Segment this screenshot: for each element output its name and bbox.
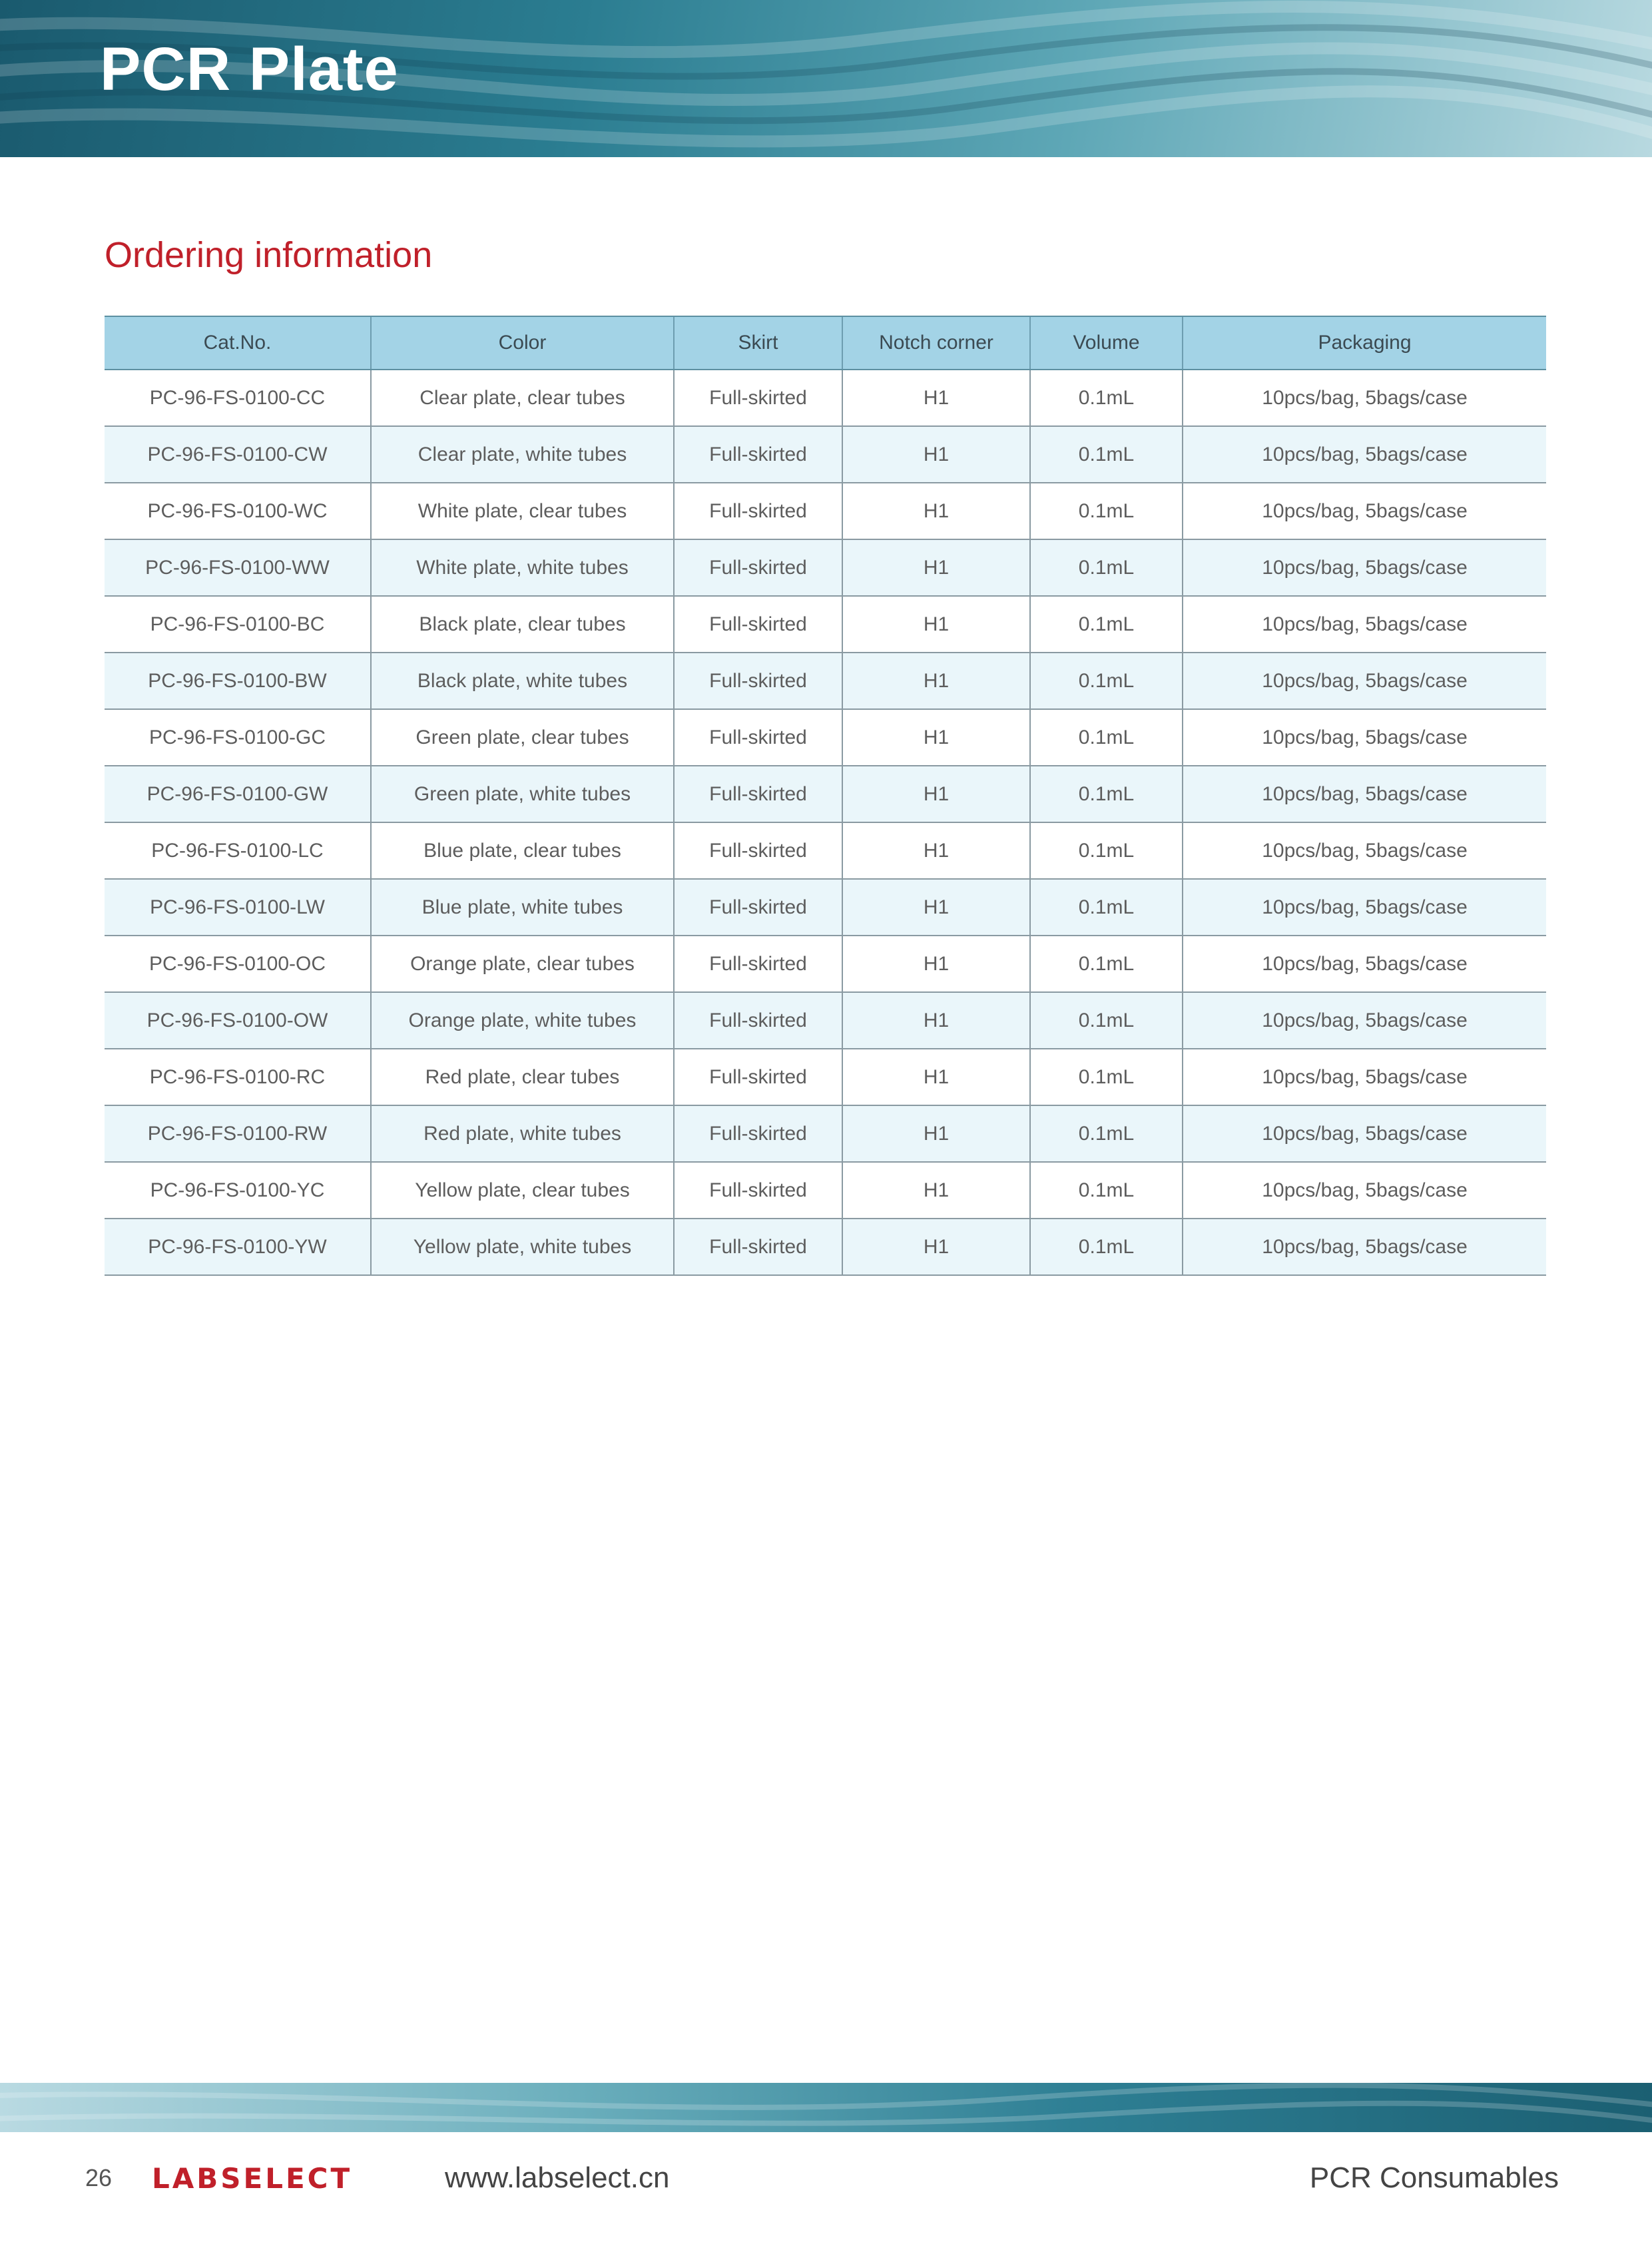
skirt-cell: Full-skirted — [674, 879, 842, 936]
notch-corner-cell: H1 — [842, 766, 1030, 822]
color-cell: Orange plate, clear tubes — [371, 936, 674, 992]
packaging-cell: 10pcs/bag, 5bags/case — [1183, 483, 1546, 539]
page-title: PCR Plate — [100, 35, 399, 103]
packaging-cell: 10pcs/bag, 5bags/case — [1183, 1105, 1546, 1162]
skirt-cell: Full-skirted — [674, 653, 842, 709]
skirt-cell: Full-skirted — [674, 539, 842, 596]
notch-corner-cell: H1 — [842, 596, 1030, 653]
skirt-cell: Full-skirted — [674, 822, 842, 879]
column-header-color: Color — [371, 316, 674, 370]
notch-corner-cell: H1 — [842, 653, 1030, 709]
notch-corner-cell: H1 — [842, 1049, 1030, 1105]
cat-no-cell: PC-96-FS-0100-YC — [105, 1162, 371, 1219]
table-row — [105, 370, 1546, 426]
notch-corner-cell: H1 — [842, 1219, 1030, 1275]
packaging-cell: 10pcs/bag, 5bags/case — [1183, 936, 1546, 992]
section-title: Ordering information — [105, 235, 433, 275]
footer-section-name: PCR Consumables — [1309, 2161, 1559, 2194]
color-cell: Blue plate, white tubes — [371, 879, 674, 936]
notch-corner-cell: H1 — [842, 709, 1030, 766]
page-number: 26 — [85, 2164, 113, 2191]
color-cell: White plate, clear tubes — [371, 483, 674, 539]
volume-cell: 0.1mL — [1030, 936, 1183, 992]
cat-no-cell: PC-96-FS-0100-OC — [105, 936, 371, 992]
skirt-cell: Full-skirted — [674, 936, 842, 992]
table-row — [105, 936, 1546, 992]
column-header-skirt: Skirt — [674, 316, 842, 370]
skirt-cell: Full-skirted — [674, 709, 842, 766]
cat-no-cell: PC-96-FS-0100-GW — [105, 766, 371, 822]
volume-cell: 0.1mL — [1030, 596, 1183, 653]
cat-no-cell: PC-96-FS-0100-BC — [105, 596, 371, 653]
cat-no-cell: PC-96-FS-0100-WW — [105, 539, 371, 596]
table-row — [105, 879, 1546, 936]
packaging-cell: 10pcs/bag, 5bags/case — [1183, 539, 1546, 596]
skirt-cell: Full-skirted — [674, 992, 842, 1049]
packaging-cell: 10pcs/bag, 5bags/case — [1183, 992, 1546, 1049]
notch-corner-cell: H1 — [842, 936, 1030, 992]
notch-corner-cell: H1 — [842, 539, 1030, 596]
labselect-logo — [152, 2161, 392, 2195]
color-cell: Red plate, clear tubes — [371, 1049, 674, 1105]
cat-no-cell: PC-96-FS-0100-OW — [105, 992, 371, 1049]
volume-cell: 0.1mL — [1030, 766, 1183, 822]
notch-corner-cell: H1 — [842, 879, 1030, 936]
column-header-volume: Volume — [1030, 316, 1183, 370]
table-row — [105, 483, 1546, 539]
notch-corner-cell: H1 — [842, 426, 1030, 483]
color-cell: Green plate, clear tubes — [371, 709, 674, 766]
svg-text:LABSELECT: LABSELECT — [152, 2162, 353, 2195]
skirt-cell: Full-skirted — [674, 370, 842, 426]
packaging-cell: 10pcs/bag, 5bags/case — [1183, 709, 1546, 766]
packaging-cell: 10pcs/bag, 5bags/case — [1183, 766, 1546, 822]
packaging-cell: 10pcs/bag, 5bags/case — [1183, 822, 1546, 879]
color-cell: Yellow plate, white tubes — [371, 1219, 674, 1275]
column-header-cat-no: Cat.No. — [105, 316, 371, 370]
website-link[interactable]: www.labselect.cn — [445, 2161, 670, 2194]
packaging-cell: 10pcs/bag, 5bags/case — [1183, 653, 1546, 709]
color-cell: Black plate, white tubes — [371, 653, 674, 709]
color-cell: Green plate, white tubes — [371, 766, 674, 822]
notch-corner-cell: H1 — [842, 1105, 1030, 1162]
table-row — [105, 709, 1546, 766]
skirt-cell: Full-skirted — [674, 1219, 842, 1275]
cat-no-cell: PC-96-FS-0100-RW — [105, 1105, 371, 1162]
packaging-cell: 10pcs/bag, 5bags/case — [1183, 1049, 1546, 1105]
table-row — [105, 539, 1546, 596]
table-body — [105, 370, 1546, 1275]
table-row — [105, 596, 1546, 653]
volume-cell: 0.1mL — [1030, 879, 1183, 936]
notch-corner-cell: H1 — [842, 822, 1030, 879]
packaging-cell: 10pcs/bag, 5bags/case — [1183, 596, 1546, 653]
table-row — [105, 1105, 1546, 1162]
column-header-packaging: Packaging — [1183, 316, 1546, 370]
color-cell: White plate, white tubes — [371, 539, 674, 596]
packaging-cell: 10pcs/bag, 5bags/case — [1183, 879, 1546, 936]
skirt-cell: Full-skirted — [674, 596, 842, 653]
volume-cell: 0.1mL — [1030, 370, 1183, 426]
color-cell: Orange plate, white tubes — [371, 992, 674, 1049]
table-row — [105, 1162, 1546, 1219]
volume-cell: 0.1mL — [1030, 709, 1183, 766]
table-row — [105, 1049, 1546, 1105]
cat-no-cell: PC-96-FS-0100-YW — [105, 1219, 371, 1275]
color-cell: Yellow plate, clear tubes — [371, 1162, 674, 1219]
cat-no-cell: PC-96-FS-0100-LW — [105, 879, 371, 936]
table-row — [105, 822, 1546, 879]
notch-corner-cell: H1 — [842, 1162, 1030, 1219]
table-row — [105, 992, 1546, 1049]
volume-cell: 0.1mL — [1030, 822, 1183, 879]
volume-cell: 0.1mL — [1030, 539, 1183, 596]
table-row — [105, 426, 1546, 483]
color-cell: Black plate, clear tubes — [371, 596, 674, 653]
color-cell: Red plate, white tubes — [371, 1105, 674, 1162]
color-cell: Clear plate, white tubes — [371, 426, 674, 483]
notch-corner-cell: H1 — [842, 370, 1030, 426]
cat-no-cell: PC-96-FS-0100-WC — [105, 483, 371, 539]
skirt-cell: Full-skirted — [674, 1105, 842, 1162]
cat-no-cell: PC-96-FS-0100-CC — [105, 370, 371, 426]
volume-cell: 0.1mL — [1030, 483, 1183, 539]
table-row — [105, 766, 1546, 822]
skirt-cell: Full-skirted — [674, 766, 842, 822]
footer-banner — [0, 2083, 1652, 2132]
cat-no-cell: PC-96-FS-0100-GC — [105, 709, 371, 766]
volume-cell: 0.1mL — [1030, 653, 1183, 709]
notch-corner-cell: H1 — [842, 992, 1030, 1049]
packaging-cell: 10pcs/bag, 5bags/case — [1183, 1162, 1546, 1219]
packaging-cell: 10pcs/bag, 5bags/case — [1183, 370, 1546, 426]
ordering-table — [105, 316, 1546, 1276]
table-header-row — [105, 316, 1546, 370]
volume-cell: 0.1mL — [1030, 1219, 1183, 1275]
packaging-cell: 10pcs/bag, 5bags/case — [1183, 1219, 1546, 1275]
volume-cell: 0.1mL — [1030, 1162, 1183, 1219]
header-banner — [0, 0, 1652, 157]
notch-corner-cell: H1 — [842, 483, 1030, 539]
footer-wave-pattern — [0, 2083, 1652, 2132]
skirt-cell: Full-skirted — [674, 1162, 842, 1219]
packaging-cell: 10pcs/bag, 5bags/case — [1183, 426, 1546, 483]
cat-no-cell: PC-96-FS-0100-RC — [105, 1049, 371, 1105]
color-cell: Blue plate, clear tubes — [371, 822, 674, 879]
volume-cell: 0.1mL — [1030, 1105, 1183, 1162]
cat-no-cell: PC-96-FS-0100-BW — [105, 653, 371, 709]
cat-no-cell: PC-96-FS-0100-CW — [105, 426, 371, 483]
volume-cell: 0.1mL — [1030, 1049, 1183, 1105]
table-row — [105, 1219, 1546, 1275]
color-cell: Clear plate, clear tubes — [371, 370, 674, 426]
volume-cell: 0.1mL — [1030, 992, 1183, 1049]
volume-cell: 0.1mL — [1030, 426, 1183, 483]
cat-no-cell: PC-96-FS-0100-LC — [105, 822, 371, 879]
skirt-cell: Full-skirted — [674, 483, 842, 539]
table-row — [105, 653, 1546, 709]
skirt-cell: Full-skirted — [674, 1049, 842, 1105]
column-header-notch-corner: Notch corner — [842, 316, 1030, 370]
skirt-cell: Full-skirted — [674, 426, 842, 483]
